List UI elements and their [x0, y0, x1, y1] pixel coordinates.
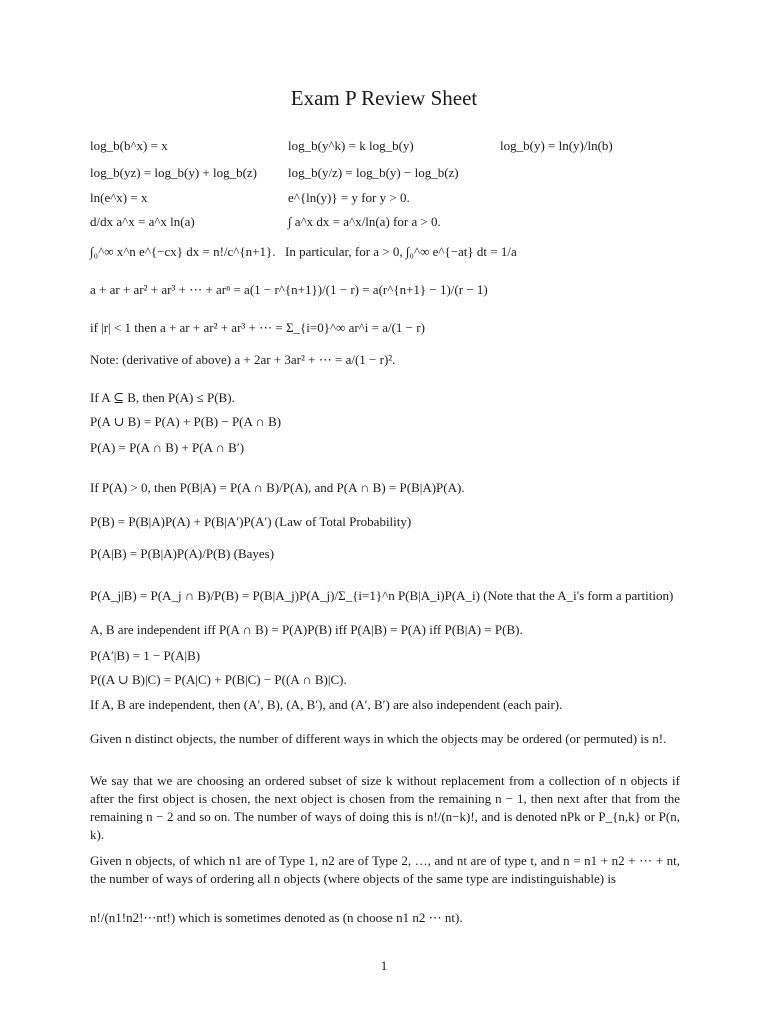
- paragraph-permutations: Given n distinct objects, the number of different ways in which the objects may be ordered (or permuted) is n!.: [90, 731, 667, 746]
- prob-union-conditional: P((A ∪ B)|C) = P(A|C) + P(B|C) − P((A ∩ B)|C).: [90, 672, 347, 687]
- formula-log-quotient: log_b(y/z) = log_b(y) − log_b(z): [288, 165, 459, 180]
- formula-log-product: log_b(yz) = log_b(y) + log_b(z): [90, 165, 258, 180]
- prob-bayes-general: P(A_j|B) = P(A_j ∩ B)/P(B) = P(B|A_j)P(A_j)/Σ_{i=1}^n P(B|A_i)P(A_i) (Note that the A_i's form a partition): [90, 588, 674, 603]
- prob-independence: A, B are independent iff P(A ∩ B) = P(A)P(B) iff P(A|B) = P(A) iff P(B|A) = P(B).: [90, 622, 523, 637]
- prob-total-probability: P(B) = P(B|A)P(A) + P(B|A′)P(A′) (Law of Total Probability): [90, 514, 412, 529]
- formula-log-power: log_b(y^k) = k log_b(y): [288, 138, 414, 153]
- formula-multinomial: n!/(n1!n2!⋯nt!) which is sometimes denoted as (n choose n1 n2 ⋯ nt).: [90, 910, 463, 925]
- page-title: Exam P Review Sheet: [290, 86, 478, 110]
- formula-integral-exp: ∫ a^x dx = a^x/ln(a) for a > 0.: [288, 214, 441, 229]
- formula-geometric-infinite: if |r| < 1 then a + ar + ar² + ar³ + ⋯ = Σ_{i=0}^∞ ar^i = a/(1 − r): [90, 320, 425, 335]
- prob-partition: P(A) = P(A ∩ B) + P(A ∩ B′): [90, 440, 245, 455]
- formula-exp-ln: e^{ln(y)} = y for y > 0.: [288, 190, 410, 205]
- prob-bayes: P(A|B) = P(B|A)P(A)/P(B) (Bayes): [90, 546, 275, 561]
- prob-union: P(A ∪ B) = P(A) + P(B) − P(A ∩ B): [90, 414, 282, 429]
- formula-gamma-integral: ∫₀^∞ x^n e^{−cx} dx = n!/c^{n+1}.: [90, 244, 276, 259]
- formula-ln-exp: ln(e^x) = x: [90, 190, 148, 205]
- paragraph-ordered-subset: We say that we are choosing an ordered subset of size k without replacement from a collection of n objects if after the first object is chosen, the next object is chosen from the remaining n − 1, then next after that from the remaining n − 2 and so on. The number of ways of doing this is n!/(n−k)!, and is denoted nPk or P_{n,k} or P(n, k).: [90, 773, 680, 842]
- paragraph-multinomial: Given n objects, of which n1 are of Type 1, n2 are of Type 2, …, and nt are of type t, and n = n1 + n2 + ⋯ + nt, the number of ways of ordering all n objects (where objects of the same type are indistinguishable) is: [90, 853, 680, 886]
- prob-independence-complements: If A, B are independent, then (A′, B), (A, B′), and (A′, B′) are also independent (each pair).: [90, 697, 563, 712]
- formula-geometric-derivative: Note: (derivative of above) a + 2ar + 3ar² + ⋯ = a/(1 − r)².: [90, 352, 396, 367]
- formula-derivative-exp: d/dx a^x = a^x ln(a): [90, 214, 195, 229]
- prob-conditional: If P(A) > 0, then P(B|A) = P(A ∩ B)/P(A), and P(A ∩ B) = P(B|A)P(A).: [90, 480, 465, 495]
- page-number: 1: [380, 958, 388, 973]
- prob-complement-conditional: P(A′|B) = 1 − P(A|B): [90, 648, 201, 663]
- formula-geometric-sum: a + ar + ar² + ar³ + ⋯ + arⁿ = a(1 − r^{n+1})/(1 − r) = a(r^{n+1} − 1)/(r − 1): [90, 282, 488, 297]
- formula-log-inverse: log_b(b^x) = x: [90, 138, 168, 153]
- formula-exp-integral: In particular, for a > 0, ∫₀^∞ e^{−at} dt = 1/a: [285, 244, 517, 259]
- formula-change-of-base: log_b(y) = ln(y)/ln(b): [500, 138, 613, 153]
- prob-monotonicity: If A ⊆ B, then P(A) ≤ P(B).: [90, 390, 235, 405]
